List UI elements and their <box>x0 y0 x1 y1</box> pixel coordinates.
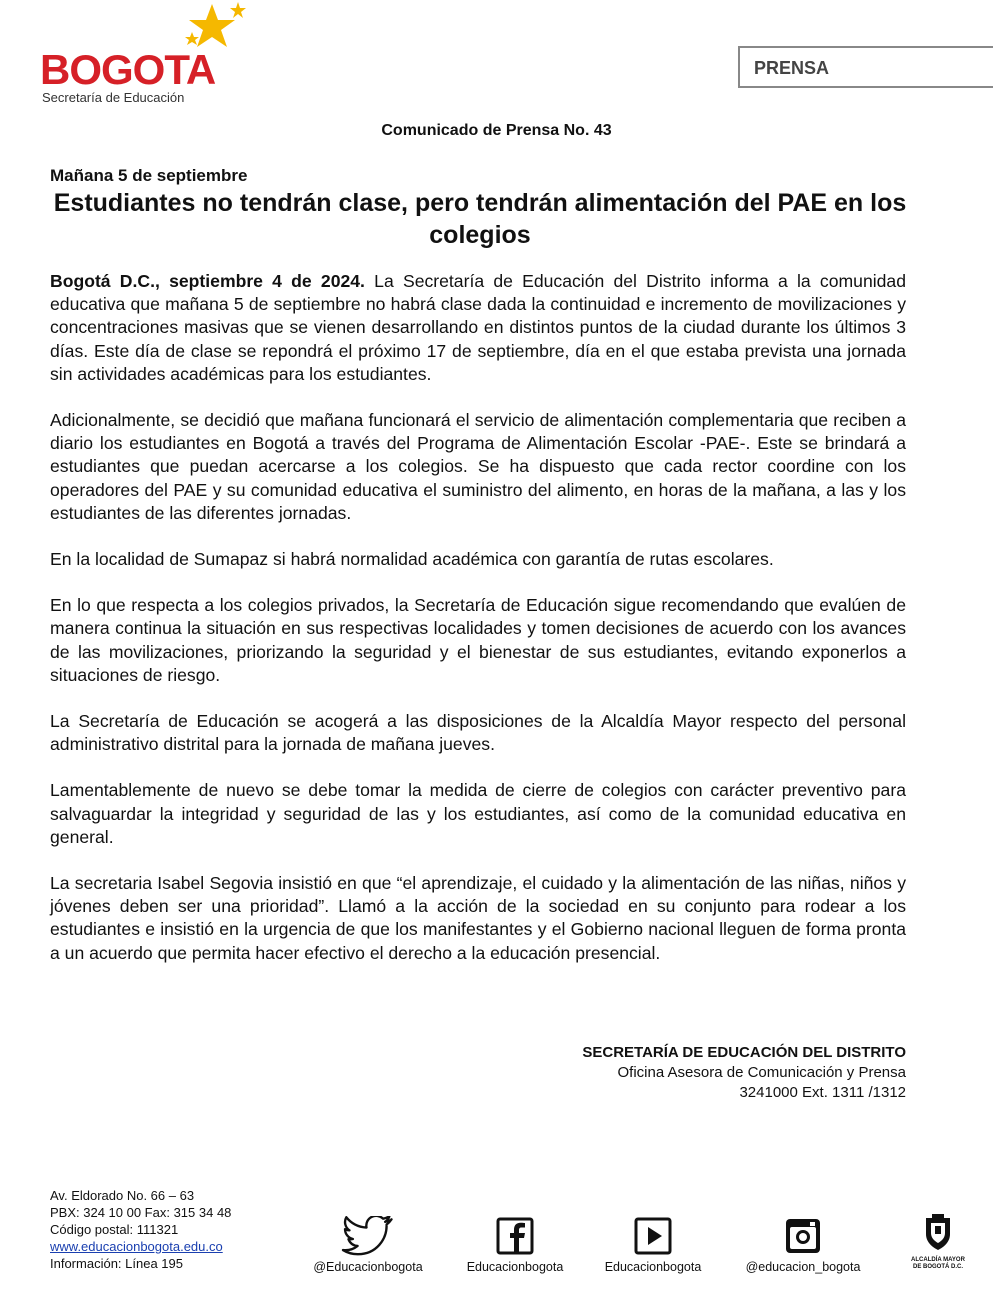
social-handle: Educacionbogota <box>604 1260 702 1274</box>
logo-wordmark: BOGOTA <box>40 46 216 93</box>
paragraph-text: La Secretaría de Educación del Distrito informa a la comunidad educativa que mañana 5 de septiembre no habrá clase dada la continuidad e incremento de movilizaciones y concentraciones masivas que se vienen desarrollando en distintos puntos de la ciudad durante los últimos 3 días. Este día de clase se repondrá el próximo 17 de septiembre, día en el que estaba prevista una jornada sin actividades académicas para los estudiantes. <box>50 271 906 384</box>
signature-org: SECRETARÍA DE EDUCACIÓN DEL DISTRITO <box>582 1044 906 1061</box>
footer-info: Información: Línea 195 <box>50 1256 183 1271</box>
release-number: Comunicado de Prensa No. 43 <box>381 122 612 139</box>
logo-subtitle: Secretaría de Educación <box>42 90 185 105</box>
alcaldia-label-2: DE BOGOTÁ D.C. <box>912 1264 963 1270</box>
footer-postal: Código postal: 111321 <box>50 1222 179 1237</box>
social-handle: Educacionbogota <box>466 1260 564 1274</box>
signature-office: Oficina Asesora de Comunicación y Prensa <box>617 1064 906 1081</box>
footer-pbx: PBX: 324 10 00 Fax: 315 34 48 <box>50 1205 232 1220</box>
social-youtube[interactable] <box>593 1212 713 1274</box>
dateline: Bogotá D.C., septiembre 4 de 2024. <box>50 271 365 291</box>
paragraph: La secretaria Isabel Segovia insistió en que “el aprendizaje, el cuidado y la alimentación de las niñas, niños y jóvenes deben ser una prioridad”. Llamó a la acción de la sociedad en su conjunto para rodear a los estudiantes e insistió en la urgencia de que los manifestantes y el Gobierno nacional lleguen de forma pronta a un acuerdo que permita hacer efectivo el derecho a la educación presencial. <box>50 873 906 963</box>
paragraph: En lo que respecta a los colegios privados, la Secretaría de Educación sigue recomendando que evalúen de manera continua la situación en sus respectivas localidades y tomen decisiones de acuerdo con los avances de las movilizaciones, priorizando la seguridad y el bienestar de sus estudiantes, evitando exponerlos a situaciones de riesgo. <box>50 595 906 685</box>
facebook-icon <box>495 1216 535 1256</box>
twitter-icon <box>341 1216 395 1256</box>
headline: Estudiantes no tendrán clase, pero tendrán alimentación del PAE en los colegios <box>53 189 907 249</box>
footer-address: Av. Eldorado No. 66 – 63 <box>50 1188 195 1203</box>
signature-phone: 3241000 Ext. 1311 /1312 <box>739 1084 906 1101</box>
coat-of-arms-icon <box>922 1214 954 1252</box>
section-label: PRENSA <box>754 58 830 78</box>
footer-contact <box>50 1187 231 1272</box>
paragraph: Lamentablemente de nuevo se debe tomar la medida de cierre de colegios con carácter preventivo para salvaguardar la integridad y seguridad de las y los estudiantes, así como de la comunidad educativa en general. <box>50 780 906 847</box>
social-facebook[interactable] <box>455 1212 575 1274</box>
kicker: Mañana 5 de septiembre <box>50 166 248 185</box>
alcaldia-label-1: ALCALDÍA MAYOR <box>911 1257 965 1263</box>
signature-block <box>582 1043 906 1103</box>
paragraph: La Secretaría de Educación se acogerá a las disposiciones de la Alcaldía Mayor respecto del personal administrativo distrital para la jornada de mañana jueves. <box>50 711 906 755</box>
section-label-box <box>738 46 993 88</box>
social-handle: @Educacionbogota <box>313 1260 423 1274</box>
paragraph: Adicionalmente, se decidió que mañana funcionará el servicio de alimentación complementaria que reciben a diario los estudiantes en Bogotá a través del Programa de Alimentación Escolar -PAE-. Este se brindará a estudiantes que puedan acercarse a los colegios. Se ha dispuesto que cada rector coordine con los operadores del PAE y su comunidad educativa el suministro del alimento, en horas de la mañana, a las y los estudiantes de las diferentes jornadas. <box>50 410 906 523</box>
body-text <box>50 270 906 965</box>
social-handle: @educacion_bogota <box>745 1260 861 1274</box>
paragraph <box>50 270 906 386</box>
instagram-icon <box>783 1216 823 1256</box>
bogota-logo <box>40 2 250 107</box>
alcaldia-seal <box>898 1214 978 1271</box>
stars-icon <box>172 2 252 52</box>
social-instagram[interactable] <box>738 1212 868 1274</box>
youtube-icon <box>633 1216 673 1256</box>
website-link[interactable]: www.educacionbogota.edu.co <box>50 1239 223 1254</box>
paragraph: En la localidad de Sumapaz si habrá normalidad académica con garantía de rutas escolares. <box>50 549 774 570</box>
social-twitter[interactable] <box>308 1212 428 1274</box>
